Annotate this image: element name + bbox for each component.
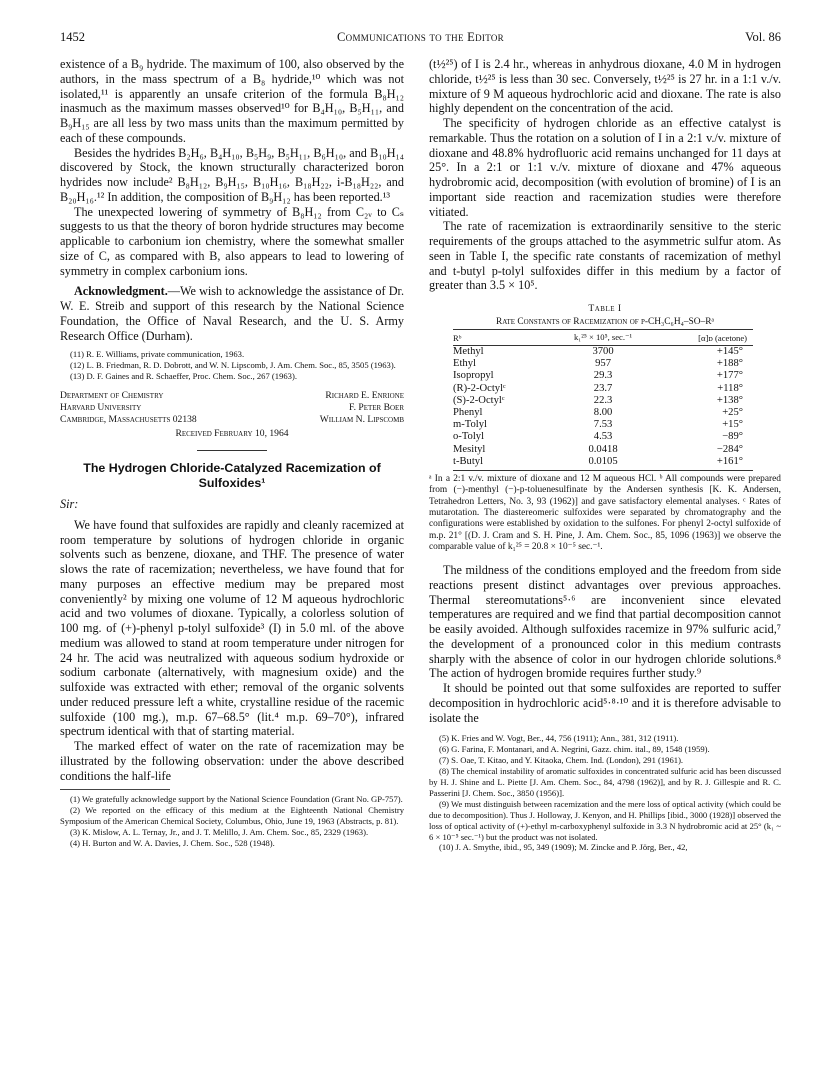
author-name: Richard E. Enrione <box>325 389 404 401</box>
footnote: (7) S. Oae, T. Kitao, and Y. Kitaoka, Chem. Ind. (London), 291 (1961). <box>439 755 684 766</box>
salutation: Sir: <box>60 496 79 511</box>
paragraph: The marked effect of water on the rate of racemization may be illustrated by the following observation: under the above described conditions the half-life <box>60 739 404 783</box>
table-row <box>453 370 753 382</box>
paragraph: The mildness of the conditions employed and the freedom from side reactions present distinct advantages over previous approaches. Thermal stereomutations⁵·⁶ are inconvenient since elevated temperatures are required and we find that partial decomposition cannot be easily avoided. Although sulfoxides racemize in 97% sulfuric acid,⁷ the development of a pronounced color in this medium contrasts sharply with the absence of color in our hydrogen chloride solutions.⁸ The action of hydrogen bromide requires further study.⁹ <box>429 563 781 681</box>
acknowledgment-text: —We wish to acknowledge the assistance of Dr. W. E. Streib and support of this research by the National Science Foundation, the Office of Naval Research, and the U. S. Army Research Office (Durham). <box>60 284 404 343</box>
paragraph: The unexpected lowering of symmetry of B₈H₁₂ from C₂ᵥ to Cₛ suggests to us that the theory of boron hydride structures may become applicable to carbonium ion chemistry, where the somewhat smaller size of C, as compared with B, also appears to lead to lowering of symmetry in complex carbonium ions. <box>60 204 404 278</box>
table-label: Table I <box>588 303 622 314</box>
paragraph: We have found that sulfoxides are rapidly and cleanly racemized at room temperature by solutions of hydrogen chloride in organic solvents such as benzene, dioxane, and THF. The presence of water slows the rate of racemization; nevertheless, we have found that for many purposes an effective medium may be prepared most conveniently² by mixing one volume of 12 M aqueous hydrochloric acid and two volumes of dioxane. Typically, a colorless solution of 100 mg. of (+)-phenyl p-tolyl sulfoxide³ (I) in 5.0 ml. of the above medium was allowed to stand at room temperature under nitrogen for 24 hr. The acid was neutralized with aqueous sodium hydroxide or sodium carbonate (alternatively, with magnesium oxide) and the sulfoxide was extracted with ether; removal of the organic solvents under reduced pressure left a white, crystalline residue of the racemic sulfoxide (100 mg.), m.p. 67–68.5° (lit.⁴ m.p. 69–70°), infrared spectrum identical with that of starting material. <box>60 517 404 739</box>
table-row <box>453 358 753 370</box>
table-cell: 7.53 <box>593 419 613 431</box>
footnote: (8) The chemical instability of aromatic sulfoxides in concentrated sulfuric acid has been discussed by H. J. Shine and L. Piette [J. Am. Chem. Soc., 84, 4798 (1962)], and by R. J. Gillespie and R. C. Passerini [J. Chem. Soc., 3850 (1956)]. <box>429 766 781 798</box>
footnote: (4) H. Burton and W. A. Davies, J. Chem. Soc., 528 (1948). <box>70 838 275 849</box>
page-header <box>60 30 781 48</box>
paragraph: The rate of racemization is extraordinarily sensitive to the steric requirements of the groups attached to the asymmetric sulfur atom. As seen in Table I, the specific rate constants of racemization of methyl and t-butyl p-tolyl sulfoxides differ in this medium by a factor of greater than 3.5 × 10⁵. <box>429 219 781 293</box>
footnote: (11) R. E. Williams, private communication, 1963. <box>70 349 245 360</box>
table-row <box>453 407 753 419</box>
table-cell: 0.0418 <box>588 443 618 455</box>
table-cell: +145° <box>716 346 743 357</box>
divider <box>197 450 267 451</box>
university: Harvard University <box>60 401 142 413</box>
table-row <box>453 395 753 407</box>
table-cell: Isopropyl <box>453 370 494 382</box>
table-row <box>453 444 753 456</box>
footnotes-c <box>429 733 781 853</box>
table-cell: +177° <box>716 370 743 382</box>
footnotes-a <box>60 349 404 382</box>
table-cell: m-Tolyl <box>453 419 487 431</box>
table-cell: Phenyl <box>453 407 483 419</box>
received-date: Received February 10, 1964 <box>175 427 289 439</box>
table-cell: (S)-2-Octylᶜ <box>453 394 505 406</box>
paragraph: The specificity of hydrogen chloride as an effective catalyst is remarkable. Thus the rotation on a solution of I in a 2:1 v./v. mixture of dioxane and 48.8% hydrofluoric acid remains unchanged for 11 days at 25°. In a 2:1 or 1:1 v./v. mixture of dioxane and 47% aqueous hydrobromic acid, decomposition (with evolution of bromine) of I is an important side reaction and racemization studies were therefore vitiated. <box>429 116 781 219</box>
footnote: (6) G. Farina, F. Montanari, and A. Negrini, Gazz. chim. ital., 89, 1548 (1959). <box>439 744 710 755</box>
table-cell: Mesityl <box>453 443 486 455</box>
table-cell: −89° <box>722 431 743 443</box>
table-cell: (R)-2-Octylᶜ <box>453 382 506 394</box>
footnote: (1) We gratefully acknowledge support by the National Science Foundation (Grant No. GP-757). <box>70 794 403 805</box>
paragraph: (t½²⁵) of I is 2.4 hr., whereas in anhydrous dioxane, 4.0 M in hydrogen chloride, t½²⁵ is less than 30 sec. Conversely, t½²⁵ is 27 hr. in a 1:1 v./v. mixture of 9 M aqueous hydrochloric acid and dioxane. The rate is also highly dependent on the concentration of the acid. <box>429 57 781 116</box>
table-cell: +188° <box>716 358 743 370</box>
footnote: (13) D. F. Gaines and R. Schaeffer, Proc. Chem. Soc., 267 (1963). <box>70 371 297 382</box>
author-name: William N. Lipscomb <box>319 413 404 425</box>
table-cell: Ethyl <box>453 358 476 370</box>
table-header: k₁²⁵ × 10⁵, sec.⁻¹ <box>560 330 647 346</box>
department: Department of Chemistry <box>60 389 164 401</box>
table-row <box>453 456 753 471</box>
table-cell: o-Tolyl <box>453 431 485 443</box>
footnote: (2) We reported on the efficacy of this medium at the Eighteenth National Chemistry Symposium of the American Chemical Society, Columbus, Ohio, June 19, 1963 (Abstracts, p. 81). <box>60 805 404 827</box>
paragraph: It should be pointed out that some sulfoxides are reported to suffer decomposition in hydrochloric acid⁵·⁸·¹⁰ and it is therefore advisable to isolate the <box>429 681 781 725</box>
table-cell: −284° <box>716 443 743 455</box>
table-row <box>453 419 753 431</box>
footnote: (9) We must distinguish between racemization and the mere loss of optical activity (which could be due to decomposition). Thus J. Holloway, J. Kenyon, and H. Phillips [ibid., 3000 (1928)] observed the loss of optical activity of (+)-ethyl m-carboxyphenyl sulfoxide in 3.3 N hydrobromic acid at 25° (k₁ ~ 6 × 10⁻⁵ sec.⁻¹) but the product was not isolated. <box>429 798 781 842</box>
acknowledgment <box>60 284 404 343</box>
article-title: The Hydrogen Chloride-Catalyzed Racemization of Sulfoxides¹ <box>83 460 381 490</box>
running-title: Communications to the Editor <box>337 30 504 44</box>
table-cell: +25° <box>722 407 743 419</box>
table-row <box>453 383 753 395</box>
table-caption: Rate Constants of Racemization of p-CH₃C₆H₄–SO–Rᵃ <box>495 317 715 327</box>
page-number: 1452 <box>60 30 85 44</box>
footnote: (12) L. B. Friedman, R. D. Dobrott, and W. N. Lipscomb, J. Am. Chem. Soc., 85, 3505 (1963). <box>70 360 396 371</box>
author-block <box>60 390 404 440</box>
table-notes: ᵃ In a 2:1 v./v. mixture of dioxane and 12 M aqueous HCl. ᵇ All compounds were prepared from (−)-menthyl (−)-p-toluenesulfinate by the Andersen synthesis [K. K. Andersen, Tetrahedron Letters, No. 3, 93 (1962)] and gave satisfactory elemental analyses. ᶜ Rates of mutarotation. The diastereomeric sulfoxides were separated by chromatography and the configurations were established by oxidation to the sulfones. For phenyl 2-octyl sulfoxide of m.p. 21° [(D. J. Cram and S. H. Pine, J. Am. Chem. Soc., 85, 1096 (1963)] we observe the comparable value of k₁²⁵ = 20.8 × 10⁻⁵ sec.⁻¹. <box>429 474 781 552</box>
table-cell: +161° <box>647 456 753 471</box>
paragraph: existence of a B₉ hydride. The maximum of 100, also observed by the authors, in the mass spectrum of a B₈ hydride,¹⁰ which was not isolated,¹¹ is apparently an unsafe criterion of the formula B₈H₁₂ inasmuch as the maximum masses observed¹⁰ for B₄H₁₀, B₅H₁₁, and B₉H₁₅ are all less by two mass units than the maximum permitted by each of these compounds. <box>60 57 404 145</box>
table-cell: 29.3 <box>593 370 613 382</box>
volume-label: Vol. 86 <box>745 30 781 44</box>
acknowledgment-label: Acknowledgment. <box>74 284 168 299</box>
table-row <box>453 431 753 443</box>
table-cell: +138° <box>716 394 743 406</box>
table-cell: Methyl <box>453 346 484 357</box>
table-header: Rᵇ <box>453 330 560 346</box>
table-cell: 4.53 <box>593 431 613 443</box>
table-header: [α]ᴅ (acetone) <box>647 330 753 346</box>
rate-table <box>453 329 753 471</box>
footnotes-b <box>60 794 404 849</box>
table-cell: 3700 <box>592 346 614 357</box>
table-cell: 957 <box>595 358 611 370</box>
table-cell: 0.0105 <box>560 456 647 471</box>
city: Cambridge, Massachusetts 02138 <box>60 413 197 425</box>
table-cell: +15° <box>722 419 743 431</box>
footnote-rule <box>60 789 170 790</box>
table-cell: 22.3 <box>593 394 613 406</box>
right-column <box>429 57 781 853</box>
left-column <box>60 57 404 849</box>
table-cell: t-Butyl <box>453 456 560 471</box>
table-cell: 8.00 <box>593 407 613 419</box>
footnote: (5) K. Fries and W. Vogt, Ber., 44, 756 (1911); Ann., 381, 312 (1911). <box>439 733 679 744</box>
footnote: (10) J. A. Smythe, ibid., 95, 349 (1909); M. Zincke and P. Jörg, Ber., 42, <box>439 842 688 853</box>
table-cell: 23.7 <box>593 382 613 394</box>
footnote: (3) K. Mislow, A. L. Ternay, Jr., and J. T. Melillo, J. Am. Chem. Soc., 85, 2329 (1963). <box>70 827 369 838</box>
paragraph: Besides the hydrides B₂H₆, B₄H₁₀, B₅H₉, B₅H₁₁, B₆H₁₀, and B₁₀H₁₄ discovered by Stock, the known structurally characterized boron hydrides now include² B₈H₁₂, B₉H₁₅, B₁₀H₁₆, B₁₈H₂₂, i-B₁₈H₂₂, and B₂₀H₁₆.¹² In addition, the composition of B₉H₁₂ has been reported.¹³ <box>60 145 404 204</box>
table-cell: +118° <box>717 382 743 394</box>
table-row <box>453 346 753 359</box>
author-name: F. Peter Boer <box>349 401 404 413</box>
